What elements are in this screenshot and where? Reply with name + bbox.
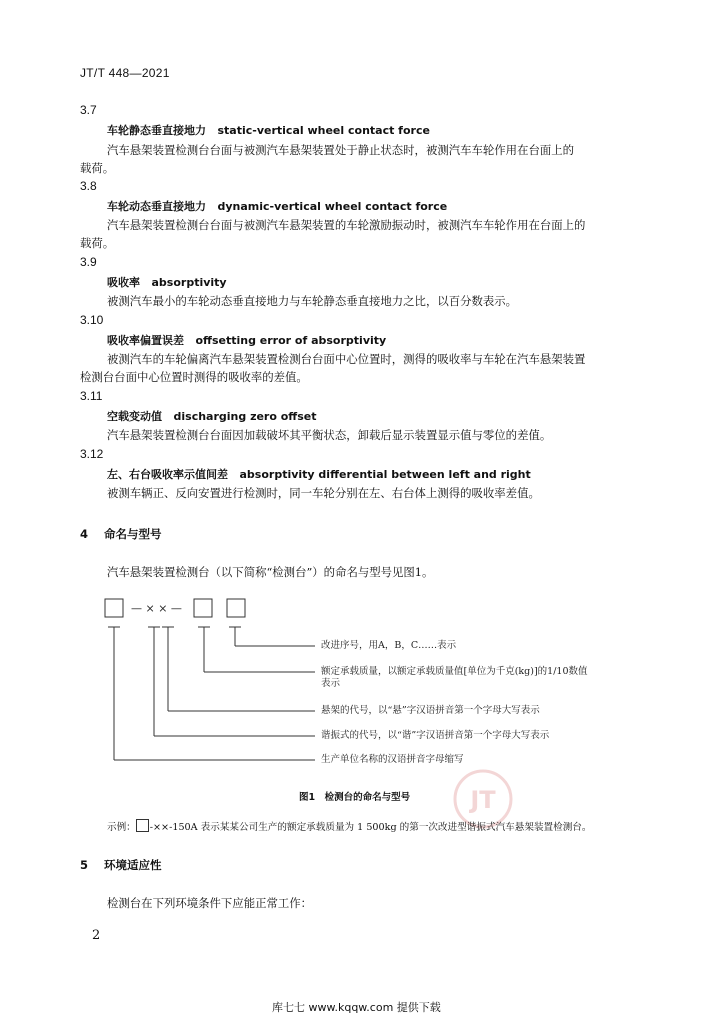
figure-label: 谐振式的代号，以“谐”字汉语拼音第一个字母大写表示 [321, 730, 550, 741]
standard-code: JT/T 448—2021 [80, 66, 170, 80]
term-title: 车轮动态垂直接地力 dynamic-vertical wheel contact force [107, 200, 448, 213]
figure-label: 额定承载质量，以额定承载质量值[单位为千克(kg)]的1/10数值 [321, 666, 588, 677]
term-definition: 被测车辆正、反向安置进行检测时，同一车轮分别在左、右台体上测得的吸收率差值。 [107, 486, 540, 500]
term-definition: 被测汽车的车轮偏离汽车悬架装置检测台台面中心位置时，测得的吸收率与车轮在汽车悬架装置 [107, 352, 586, 366]
term-number: 3.11 [80, 389, 103, 403]
figure-caption: 图1 检测台的命名与型号 [299, 792, 411, 803]
term-number: 3.9 [80, 255, 97, 269]
blank-box [136, 819, 149, 832]
section-intro: 汽车悬架装置检测台（以下简称“检测台”）的命名与型号见图1。 [107, 565, 434, 579]
section-intro: 检测台在下列环境条件下应能正常工作： [107, 896, 313, 910]
model-sequence: — × × — [131, 602, 182, 615]
blank-box [194, 599, 212, 617]
section-heading: 4 命名与型号 [80, 527, 162, 541]
term-title: 空载变动值 discharging zero offset [107, 410, 317, 423]
term-definition-cont: 检测台台面中心位置时测得的吸收率的差值。 [80, 370, 308, 384]
svg-text:JT: JT [470, 786, 496, 814]
term-number: 3.12 [80, 447, 104, 461]
term-number: 3.8 [80, 179, 97, 193]
term-definition: 汽车悬架装置检测台台面因加载破坏其平衡状态，卸载后显示装置显示值与零位的差值。 [107, 428, 552, 442]
term-definition-cont: 载荷。 [80, 161, 115, 175]
term-title: 车轮静态垂直接地力 static-vertical wheel contact force [107, 124, 430, 137]
figure-label: 悬架的代号，以“悬”字汉语拼音第一个字母大写表示 [321, 705, 540, 716]
blank-box [105, 599, 123, 617]
term-title: 左、右台吸收率示值间差 absorptivity differential between left and right [107, 468, 531, 481]
section-heading: 5 环境适应性 [80, 858, 162, 872]
term-number: 3.10 [80, 313, 104, 327]
term-definition: 汽车悬架装置检测台台面与被测汽车悬架装置处于静止状态时，被测汽车车轮作用在台面上的 [107, 143, 575, 157]
page-number: 2 [92, 928, 101, 943]
figure-label: 表示 [321, 678, 341, 689]
blank-box [227, 599, 245, 617]
figure-label: 改进序号，用A，B，C……表示 [321, 640, 457, 651]
example-text: 示例： -××-150A 表示某某公司生产的额定承载质量为 1 500kg 的第一次改进型谐振式汽车悬架装置检测台。 [107, 819, 592, 833]
figure-label: 生产单位名称的汉语拼音字母缩写 [321, 754, 464, 765]
term-definition: 汽车悬架装置检测台台面与被测汽车悬架装置的车轮激励振动时，被测汽车车轮作用在台面上的 [107, 218, 586, 232]
term-definition: 被测汽车最小的车轮动态垂直接地力与车轮静态垂直接地力之比，以百分数表示。 [107, 294, 518, 308]
download-footer: 库七七 www.kqqw.com 提供下载 [272, 1001, 441, 1014]
term-title: 吸收率偏置误差 offsetting error of absorptivity [107, 334, 387, 347]
term-definition-cont: 载荷。 [80, 236, 115, 250]
term-title: 吸收率 absorptivity [107, 276, 227, 289]
term-number: 3.7 [80, 103, 97, 117]
